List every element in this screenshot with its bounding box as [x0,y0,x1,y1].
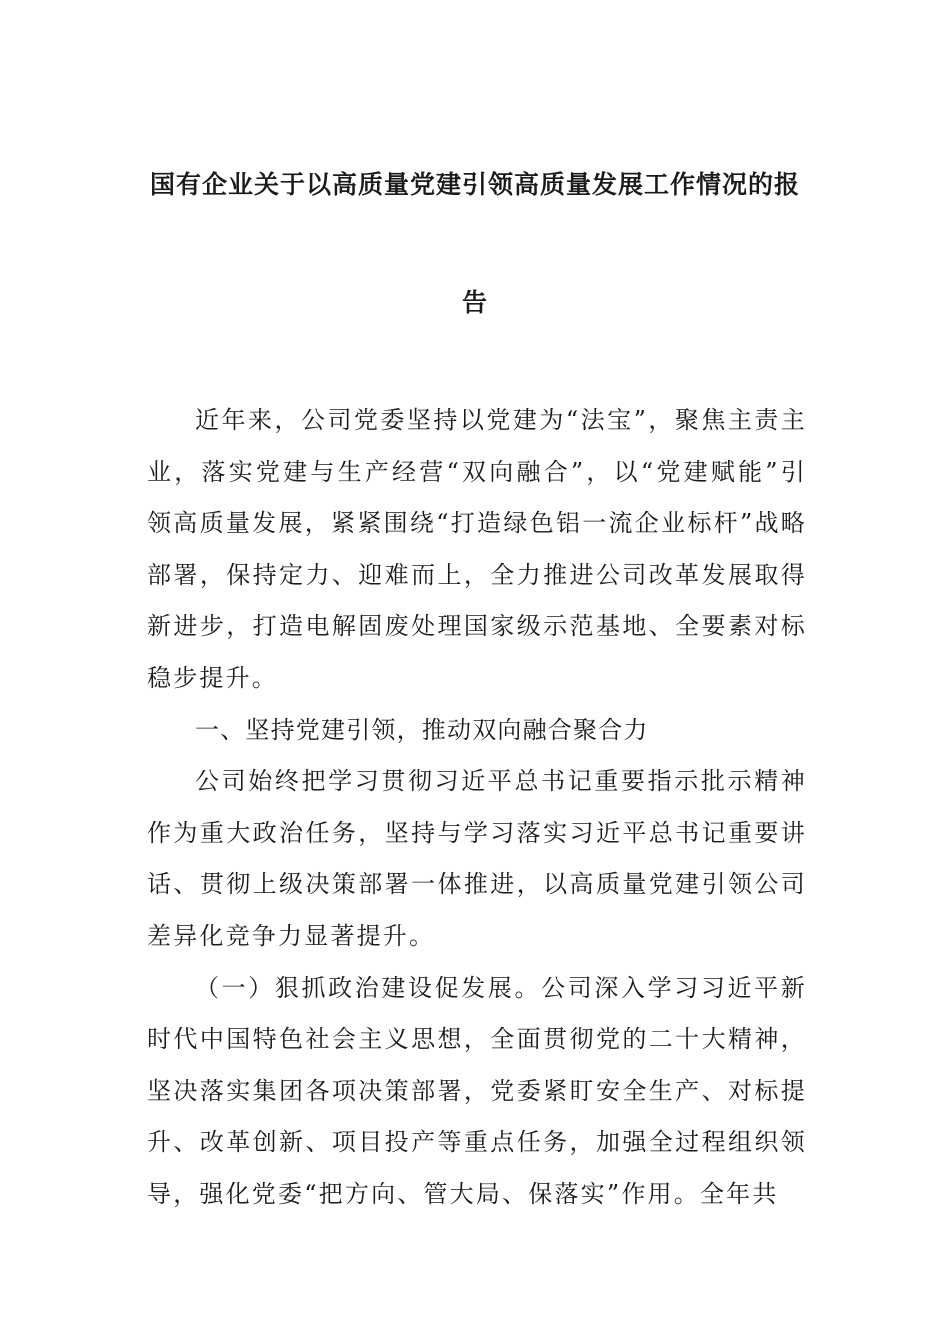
document-title: 国有企业关于以高质量党建引领高质量发展工作情况的报 [149,170,800,199]
document-title-continued: 告 [461,288,488,317]
section-heading: 一、坚持党建引领，推动双向融合聚合力 [195,715,649,744]
section-paragraph: 公司始终把学习贯彻习近平总书记重要指示批示精神作为重大政治任务，坚持与学习落实习近平总书记重要讲话、贯彻上级决策部署一体推进，以高质量党建引领公司差异化竞争力显著提升。 [147,767,807,950]
document-body [147,395,807,1221]
intro-paragraph: 近年来，公司党委坚持以党建为“法宝”，聚焦主责主业，落实党建与生产经营“双向融合”，以“党建赋能”引领高质量发展，紧紧围绕“打造绿色铝一流企业标杆”战略部署，保持定力、迎难而上，全力推进公司改革发展取得新进步，打造电解固废处理国家级示范基地、全要素对标稳步提升。 [147,406,807,692]
subsection-paragraph: （一）狠抓政治建设促发展。公司深入学习习近平新时代中国特色社会主义思想，全面贯彻党的二十大精神，坚决落实集团各项决策部署，党委紧盯安全生产、对标提升、改革创新、项目投产等重点任务，加强全过程组织领导，强化党委“把方向、管大局、保落实”作用。全年共 [147,973,807,1208]
